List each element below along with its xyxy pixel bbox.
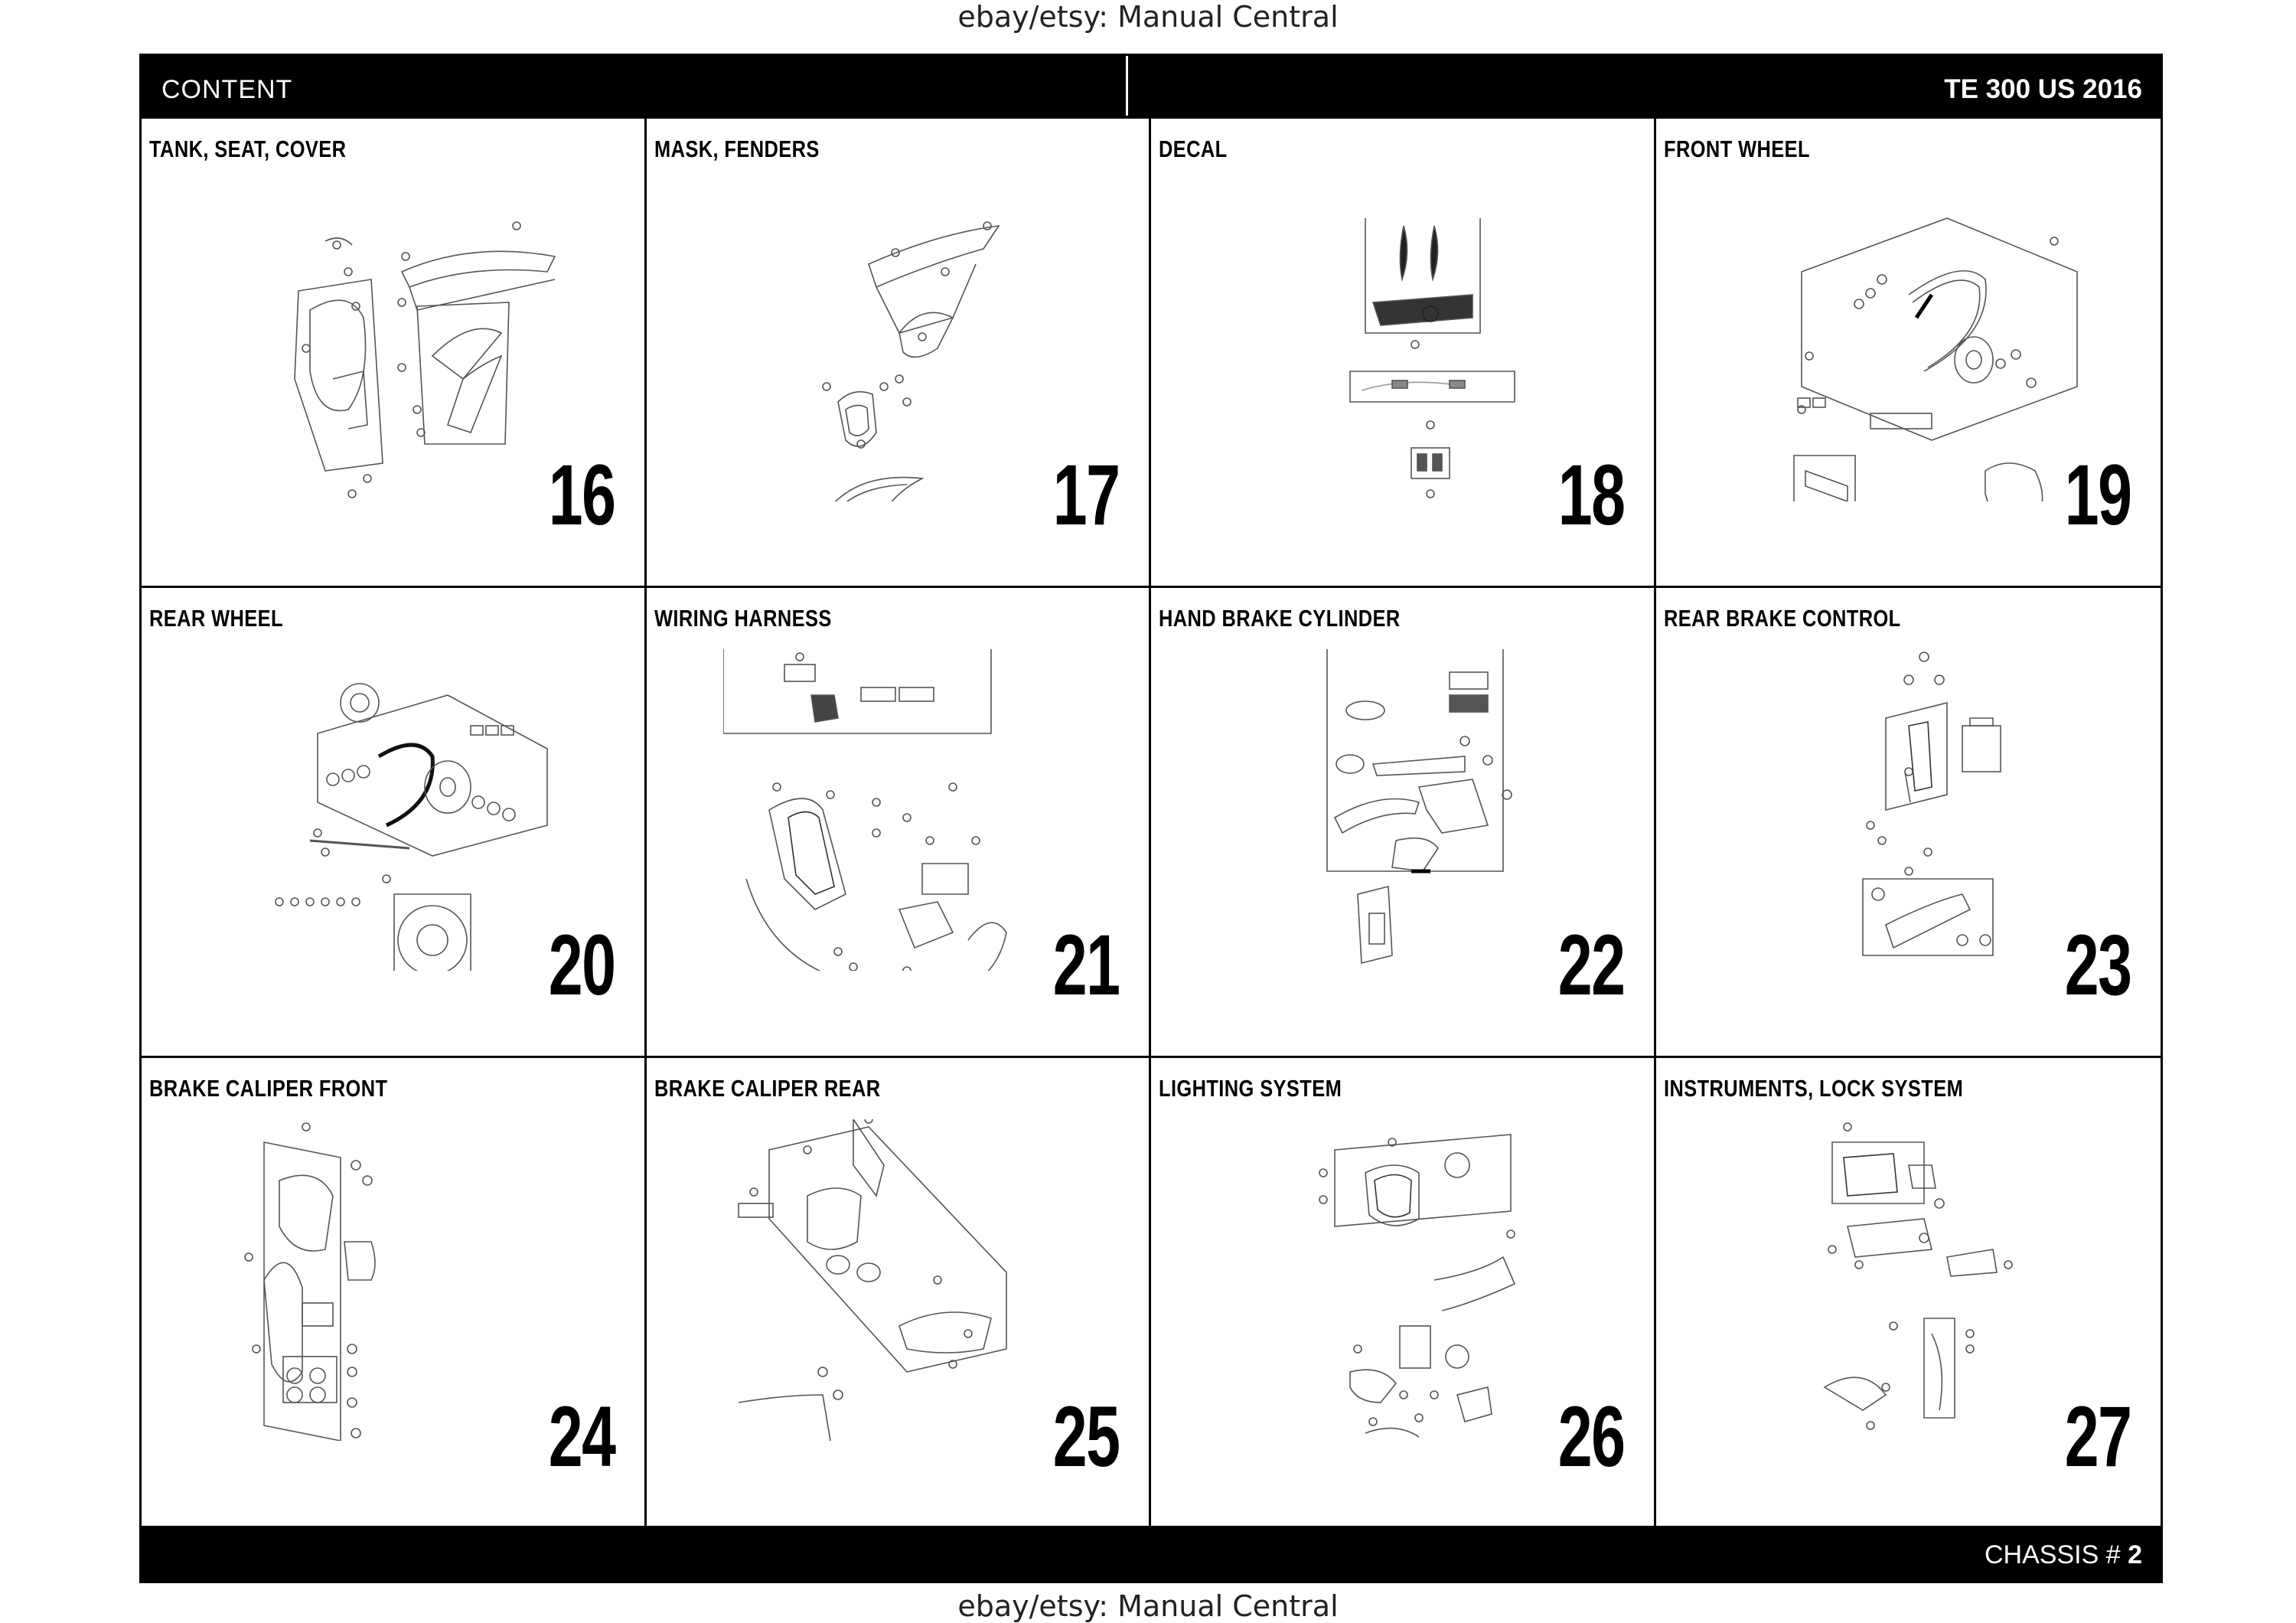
section-hand-brake-cylinder[interactable] [1151,588,1656,1057]
section-front-wheel[interactable] [1656,119,2161,588]
section-page-number: 25 [1053,1388,1120,1484]
rear-wheel-diagram [218,649,570,971]
section-title: TANK, SEAT, COVER [149,136,347,162]
section-title: MASK, FENDERS [654,136,820,162]
section-mask-fenders[interactable] [647,119,1152,588]
section-page-number: 18 [1557,447,1625,544]
decal-diagram [1228,180,1580,501]
section-tank-seat-cover[interactable] [142,119,647,588]
front-wheel-diagram [1733,180,2085,501]
section-page-number: 17 [1053,447,1120,544]
section-title: REAR BRAKE CONTROL [1663,605,1901,632]
brake-caliper-front-diagram [218,1119,570,1441]
section-title: FRONT WHEEL [1663,136,1810,162]
section-title: DECAL [1159,136,1228,162]
section-grid [142,119,2161,1527]
footer-chassis-text: CHASSIS # [1985,1540,2121,1569]
section-page-number: 24 [548,1388,615,1484]
section-page-number: 19 [2065,447,2131,544]
section-wiring-harness[interactable] [647,588,1152,1057]
rear-brake-control-diagram [1733,649,2085,971]
brake-caliper-rear-diagram [723,1119,1075,1441]
tank-seat-cover-diagram [218,180,570,501]
section-lighting-system[interactable] [1151,1058,1656,1527]
section-page-number: 20 [548,916,615,1013]
header-divider [1126,56,1128,116]
section-page-number: 21 [1053,916,1120,1013]
section-title: LIGHTING SYSTEM [1159,1074,1342,1102]
section-title: BRAKE CALIPER FRONT [149,1074,388,1102]
section-page-number: 16 [548,447,615,544]
instruments-lock-system-diagram [1733,1119,2085,1441]
section-title: HAND BRAKE CYLINDER [1159,605,1401,632]
section-rear-wheel[interactable] [142,588,647,1057]
section-brake-caliper-front[interactable] [142,1058,647,1527]
section-page-number: 26 [1557,1388,1625,1484]
section-page-number: 27 [2065,1388,2131,1484]
footer-bar [142,1526,2161,1581]
section-rear-brake-control[interactable] [1656,588,2161,1057]
footer-chassis-label [1985,1526,2142,1581]
header-model-label: TE 300 US 2016 [1944,74,2142,104]
section-page-number: 23 [2065,916,2131,1013]
section-decal[interactable] [1151,119,1656,588]
mask-fenders-diagram [723,180,1075,501]
watermark-top: ebay/etsy: Manual Central [957,0,1339,34]
lighting-system-diagram [1228,1119,1580,1441]
header-bar [142,56,2161,119]
wiring-harness-diagram [723,649,1075,971]
footer-page-number: 2 [2128,1540,2142,1569]
section-title: BRAKE CALIPER REAR [654,1074,880,1102]
watermark-bottom: ebay/etsy: Manual Central [957,1589,1339,1623]
header-content-label: CONTENT [161,75,293,104]
section-title: WIRING HARNESS [654,605,832,632]
section-brake-caliper-rear[interactable] [647,1058,1152,1527]
section-title: INSTRUMENTS, LOCK SYSTEM [1663,1074,1963,1102]
hand-brake-cylinder-diagram [1228,649,1580,971]
section-instruments-lock-system[interactable] [1656,1058,2161,1527]
content-page-frame [139,54,2163,1583]
section-title: REAR WHEEL [149,605,283,632]
section-page-number: 22 [1557,916,1625,1013]
